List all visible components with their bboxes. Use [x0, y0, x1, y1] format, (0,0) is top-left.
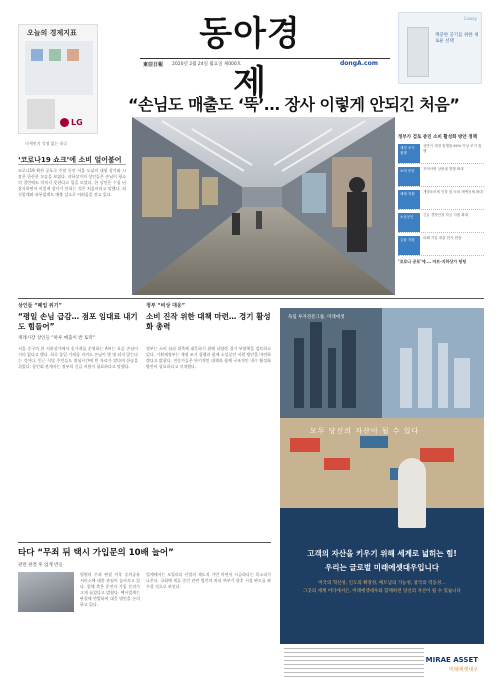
- mid-left-body: 서울 중구의 한 지하상가에서 옷가게를 운영하는 A씨는 요즘 손님이 거의 없다고 했다. 하루 종일 가게를 지켜도 손님이 몇 명 되지 않는다는 것이다. 인근 식당 주인들도 점심시간에 빈 자리가 많다며 한숨을 쉬었다. 상인회 관계자는 정부의 긴급 지원이 필요하다고 말했다.: [18, 346, 138, 369]
- bottom-rule: [18, 542, 271, 543]
- side-panel: [398, 135, 484, 295]
- masthead-url[interactable]: dongA.com: [340, 60, 378, 67]
- left-ad-chart-icon: [31, 49, 43, 61]
- masthead-rule: [140, 58, 390, 59]
- bottom-mid-body: 업계에서는 모빌리티 산업의 제도적 기반 마련이 시급하다는 목소리가 나온다. 국회에 계류 중인 관련 법안의 처리 여부가 향후 시장 판도를 좌우할 것으로 보인다.: [146, 572, 271, 589]
- ad-footer-fine-print: [284, 648, 424, 678]
- mirae-asset-logo: MIRAE ASSET: [425, 656, 478, 664]
- section-rule: [18, 298, 484, 299]
- left-ad-title: 오늘의 경제지표: [27, 29, 77, 37]
- masthead-title: 동아경제: [199, 14, 301, 103]
- ad-sub-text: 미국의 혁신성, 인도의 확장성, 베트남의 가능성, 중국의 역동성…: [318, 581, 446, 586]
- lg-logo-text: LG: [71, 117, 83, 127]
- main-headline: “손님도 매출도 ‘뚝’… 장사 이렇게 안되긴 처음”: [128, 95, 460, 114]
- side-panel-row-label: 세제 지원: [398, 190, 420, 209]
- side-panel-row: [398, 144, 484, 164]
- bottom-left-kicker: 관련 판결 후 업계 반응: [18, 563, 63, 568]
- masthead-paper: 東亞日報: [143, 62, 164, 68]
- side-panel-row-text: 피해 기업 대출 만기 연장: [423, 236, 462, 240]
- ad-footer-box: [280, 644, 484, 683]
- main-photo: [132, 117, 395, 295]
- underground-mall-photo: [132, 117, 395, 295]
- right-top-ad[interactable]: [398, 12, 482, 84]
- ad-main-text: 고객의 자산을 키우기 위해 세계로 넓히는 힘!: [307, 549, 457, 558]
- side-panel-row: [398, 190, 484, 210]
- lg-logo: [60, 116, 88, 128]
- mid-left-kicker: 상인들 “폐업 위기”: [18, 303, 62, 309]
- left-story-headline: ‘코로나19 쇼크’에 소비 얼어붙어: [18, 156, 122, 164]
- left-ad-product: [27, 99, 55, 129]
- side-panel-row-text: 상반기 재정 집행률 60% 이상 조기 집행: [423, 144, 482, 153]
- ad-figure: [398, 458, 426, 528]
- ad-main-text-2: 우리는 글로벌 미래에셋대우입니다: [325, 563, 439, 572]
- ad-overlay-text: 모두 당신의 자산이 될 수 있다: [310, 427, 420, 435]
- masthead-date: 2020년 2월 24일 월요일 제000호: [172, 62, 242, 67]
- side-panel-caption: ‘코로나 공포’에 … 마트·지하상가 텅텅: [398, 259, 467, 264]
- mid-right-headline: 소비 진작 위한 대책 마련… 경기 활성화 총력: [146, 312, 271, 331]
- right-ad-brand: Coway: [463, 16, 477, 21]
- mid-right-kicker: 정부 “비상 대응”: [146, 303, 186, 309]
- side-panel-row-label: 소비 쿠폰: [398, 167, 420, 186]
- side-panel-row: [398, 167, 484, 187]
- side-panel-title: 정부가 검토 중인 소비 활성화 방안 정책: [398, 135, 477, 140]
- mirae-asset-ad[interactable]: [280, 308, 484, 683]
- left-story-rule: [18, 164, 126, 165]
- ad-small-label: 독립 투자전문그룹, 미래에셋: [288, 315, 345, 320]
- ad-collage-image: [280, 308, 484, 508]
- bottom-left-photo: [18, 572, 74, 612]
- mid-left-sub: 재래시장 상인들 “하루 매출이 반 토막”: [18, 336, 96, 341]
- left-story-body: 코로나19 확산 공포로 주말 동안 서울 도심의 대형 상가와 시장은 한산한 모습을 보였다. 지하상가의 상인들은 손님이 평소의 절반에도 미치지 못한다고 입을 모았다. 한 상인은 수십 년 장사하면서 이렇게 장사가 안되는 것은 처음이라고 말했다. 외식업계와 유통업계도 매출 감소로 어려움을 겪고 있다.: [18, 168, 126, 197]
- bottom-left-headline: 타다 “무죄 뒤 택시 가입문의 10배 늘어”: [18, 548, 174, 558]
- left-ad-chart-icon-3: [67, 49, 79, 61]
- left-ad-chart-icon-2: [49, 49, 61, 61]
- side-panel-row-text: 지역사랑 상품권 발행 확대: [423, 167, 464, 171]
- ad-sub-text-2: 그곳의 세계 어디에서든, 미래에셋대우와 함께하면 당신의 자산이 될 수 있습니다: [303, 589, 461, 594]
- side-panel-row: [398, 213, 484, 233]
- side-panel-row-text: 개별소비세 인하 및 소비 세액공제 확대: [423, 190, 483, 194]
- left-ad-caption: 미세먼지 걱정 없는 하루: [25, 141, 68, 146]
- bottom-left-body: 법원의 무죄 판결 이후 승차공유 서비스에 대한 관심이 높아지고 있다. 업체 측은 운전자 가입 문의가 크게 늘었다고 밝혔다. 택시업계는 판결에 반발하며 대응 방안을 논의하고 있다.: [80, 572, 140, 607]
- side-panel-row: [398, 236, 484, 256]
- mid-left-headline: “평일 손님 급감… 점포 임대료 내기도 힘들어”: [18, 312, 138, 331]
- side-panel-row-label: 금융 지원: [398, 236, 420, 255]
- mid-right-body: 정부는 소비 심리 위축에 대응하기 위해 다양한 경기 부양책을 검토하고 있다. 기획재정부는 재정 조기 집행과 함께 소상공인 지원 방안을 마련하겠다고 밝혔다. 전문가들은 단기적인 대책과 함께 구조적인 내수 활성화 방안이 필요하다고 지적했다.: [146, 346, 271, 369]
- side-panel-row-label: 재정 조기 집행: [398, 144, 420, 163]
- side-panel-row-text: 긴급 경영안정 자금 지원 확대: [423, 213, 469, 217]
- side-panel-row-label: 소상공인: [398, 213, 420, 232]
- right-ad-text: 깨끗한 공기를 위한 새로운 선택: [435, 33, 479, 44]
- air-purifier-image: [407, 27, 429, 77]
- mirae-asset-logo-ko: 미래에셋대우: [449, 667, 478, 673]
